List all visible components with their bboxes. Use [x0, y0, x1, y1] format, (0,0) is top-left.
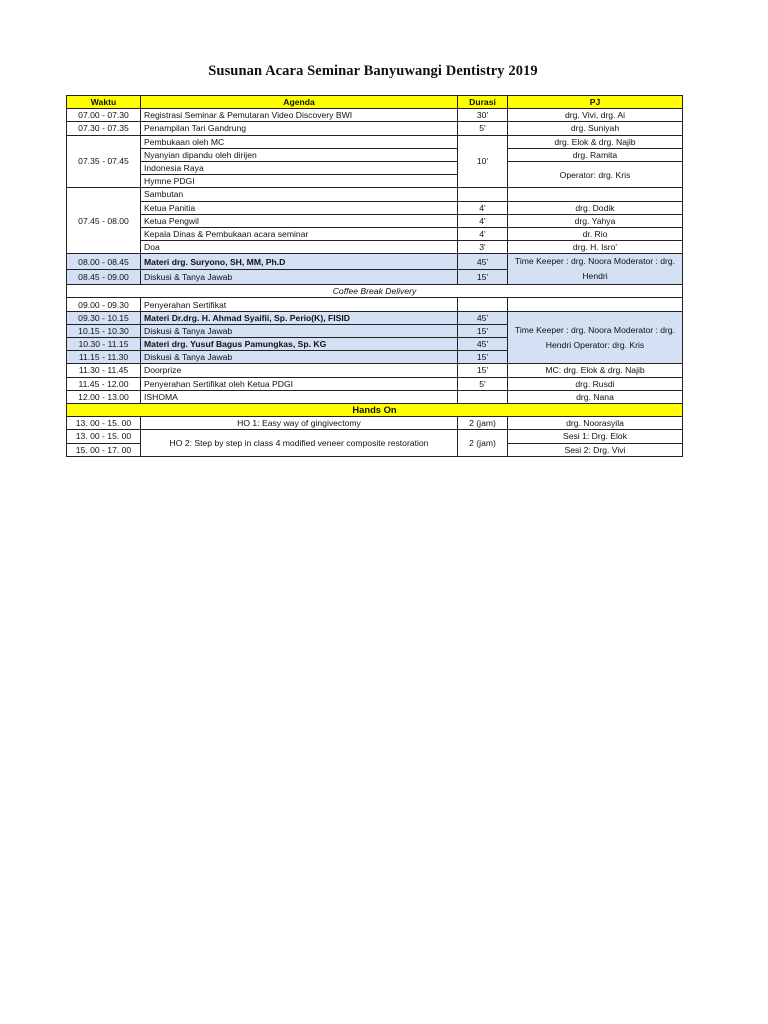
time-cell: 13. 00 - 15. 00	[67, 430, 141, 443]
agenda-cell: Penyerahan Sertifikat	[141, 298, 458, 311]
time-cell: 10.15 - 10.30	[67, 324, 141, 337]
duration-cell: 5'	[458, 377, 508, 390]
pj-cell: Time Keeper : drg. Noora Moderator : drg. Hendri Operator: drg. Kris	[508, 311, 683, 364]
table-row	[67, 135, 683, 148]
time-cell: 07.00 - 07.30	[67, 109, 141, 122]
pj-cell: MC: drg. Elok & drg. Najib	[508, 364, 683, 377]
agenda-cell: Ketua Pengwil	[141, 214, 458, 227]
agenda-cell: Penyerahan Sertifikat oleh Ketua PDGI	[141, 377, 458, 390]
header-waktu: Waktu	[67, 96, 141, 109]
pj-cell: drg. Noorasyila	[508, 417, 683, 430]
time-cell: 09.30 - 10.15	[67, 311, 141, 324]
pj-cell: drg. H. Isro'	[508, 241, 683, 254]
time-cell: 12.00 - 13.00	[67, 390, 141, 403]
duration-cell: 45'	[458, 311, 508, 324]
time-cell: 15. 00 - 17. 00	[67, 443, 141, 456]
time-cell: 08.00 - 08.45	[67, 254, 141, 270]
agenda-cell: Kepala Dinas & Pembukaan acara seminar	[141, 227, 458, 240]
pj-cell	[508, 298, 683, 311]
section-header-row	[67, 403, 683, 416]
pj-cell: drg. Yahya	[508, 214, 683, 227]
agenda-cell: Hymne PDGI	[141, 175, 458, 188]
duration-cell: 15'	[458, 269, 508, 285]
table-row	[67, 364, 683, 377]
duration-cell: 45'	[458, 254, 508, 270]
agenda-cell: Penampilan Tari Gandrung	[141, 122, 458, 135]
time-cell: 08.45 - 09.00	[67, 269, 141, 285]
agenda-cell: HO 1: Easy way of gingivectomy	[141, 417, 458, 430]
duration-cell	[458, 188, 508, 201]
duration-cell: 10'	[458, 135, 508, 188]
agenda-cell: Pembukaan oleh MC	[141, 135, 458, 148]
time-cell: 09.00 - 09.30	[67, 298, 141, 311]
time-cell: 07.35 - 07.45	[67, 135, 141, 188]
agenda-cell: ISHOMA	[141, 390, 458, 403]
agenda-cell: Materi Dr.drg. H. Ahmad Syaifii, Sp. Perio(K), FISID	[141, 311, 458, 324]
agenda-cell: Sambutan	[141, 188, 458, 201]
pj-cell: Time Keeper : drg. Noora Moderator : drg. Hendri	[508, 254, 683, 285]
table-row	[67, 161, 683, 174]
agenda-cell: Ketua Panitia	[141, 201, 458, 214]
table-row	[67, 311, 683, 324]
pj-cell: dr. Rio	[508, 227, 683, 240]
time-cell: 13. 00 - 15. 00	[67, 417, 141, 430]
agenda-cell: Materi drg. Suryono, SH, MM, Ph.D	[141, 254, 458, 270]
duration-cell: 4'	[458, 214, 508, 227]
time-cell: 11.30 - 11.45	[67, 364, 141, 377]
pj-cell: drg. Vivi, drg. Ai	[508, 109, 683, 122]
duration-cell: 45'	[458, 338, 508, 351]
table-row	[67, 188, 683, 201]
agenda-cell: Diskusi & Tanya Jawab	[141, 351, 458, 364]
pj-cell: drg. Dodik	[508, 201, 683, 214]
table-row	[67, 201, 683, 214]
table-row	[67, 214, 683, 227]
coffee-break-note: Coffee Break Delivery	[67, 285, 683, 298]
table-row	[67, 109, 683, 122]
time-cell: 10.30 - 11.15	[67, 338, 141, 351]
table-row	[67, 285, 683, 298]
table-row	[67, 430, 683, 443]
pj-cell: drg. Nana	[508, 390, 683, 403]
table-row	[67, 241, 683, 254]
duration-cell: 3'	[458, 241, 508, 254]
pj-cell: Sesi 2: Drg. Vivi	[508, 443, 683, 456]
agenda-cell: Nyanyian dipandu oleh dirijen	[141, 148, 458, 161]
pj-cell: drg. Ramita	[508, 148, 683, 161]
pj-cell: drg. Rusdi	[508, 377, 683, 390]
header-pj: PJ	[508, 96, 683, 109]
table-row	[67, 417, 683, 430]
header-durasi: Durasi	[458, 96, 508, 109]
agenda-cell: HO 2: Step by step in class 4 modified veneer composite restoration	[141, 430, 458, 456]
table-row	[67, 148, 683, 161]
duration-cell: 5'	[458, 122, 508, 135]
time-cell: 11.15 - 11.30	[67, 351, 141, 364]
duration-cell	[458, 390, 508, 403]
duration-cell: 15'	[458, 351, 508, 364]
table-row	[67, 227, 683, 240]
agenda-cell: Materi drg. Yusuf Bagus Pamungkas, Sp. KG	[141, 338, 458, 351]
pj-cell: drg. Suniyah	[508, 122, 683, 135]
duration-cell: 15'	[458, 324, 508, 337]
pj-cell: Sesi 1: Drg. Elok	[508, 430, 683, 443]
duration-cell: 30'	[458, 109, 508, 122]
duration-cell: 4'	[458, 201, 508, 214]
pj-cell: Operator: drg. Kris	[508, 161, 683, 187]
table-row	[67, 377, 683, 390]
table-row	[67, 390, 683, 403]
agenda-cell: Doa	[141, 241, 458, 254]
agenda-cell: Diskusi & Tanya Jawab	[141, 324, 458, 337]
duration-cell: 15'	[458, 364, 508, 377]
duration-cell: 2 (jam)	[458, 430, 508, 456]
hands-on-heading: Hands On	[67, 403, 683, 416]
time-cell: 07.45 - 08.00	[67, 188, 141, 254]
table-row	[67, 298, 683, 311]
schedule-table	[66, 95, 683, 457]
time-cell: 11.45 - 12.00	[67, 377, 141, 390]
duration-cell: 4'	[458, 227, 508, 240]
time-cell: 07.30 - 07.35	[67, 122, 141, 135]
header-agenda: Agenda	[141, 96, 458, 109]
agenda-cell: Registrasi Seminar & Pemutaran Video Discovery BWI	[141, 109, 458, 122]
pj-cell: drg. Elok & drg. Najib	[508, 135, 683, 148]
agenda-cell: Indonesia Raya	[141, 161, 458, 174]
duration-cell	[458, 298, 508, 311]
table-row	[67, 254, 683, 270]
pj-cell	[508, 188, 683, 201]
agenda-cell: Doorprize	[141, 364, 458, 377]
agenda-cell: Diskusi & Tanya Jawab	[141, 269, 458, 285]
document-title: Susunan Acara Seminar Banyuwangi Dentistry 2019	[208, 63, 538, 79]
table-header-row	[67, 96, 683, 109]
duration-cell: 2 (jam)	[458, 417, 508, 430]
table-row	[67, 122, 683, 135]
